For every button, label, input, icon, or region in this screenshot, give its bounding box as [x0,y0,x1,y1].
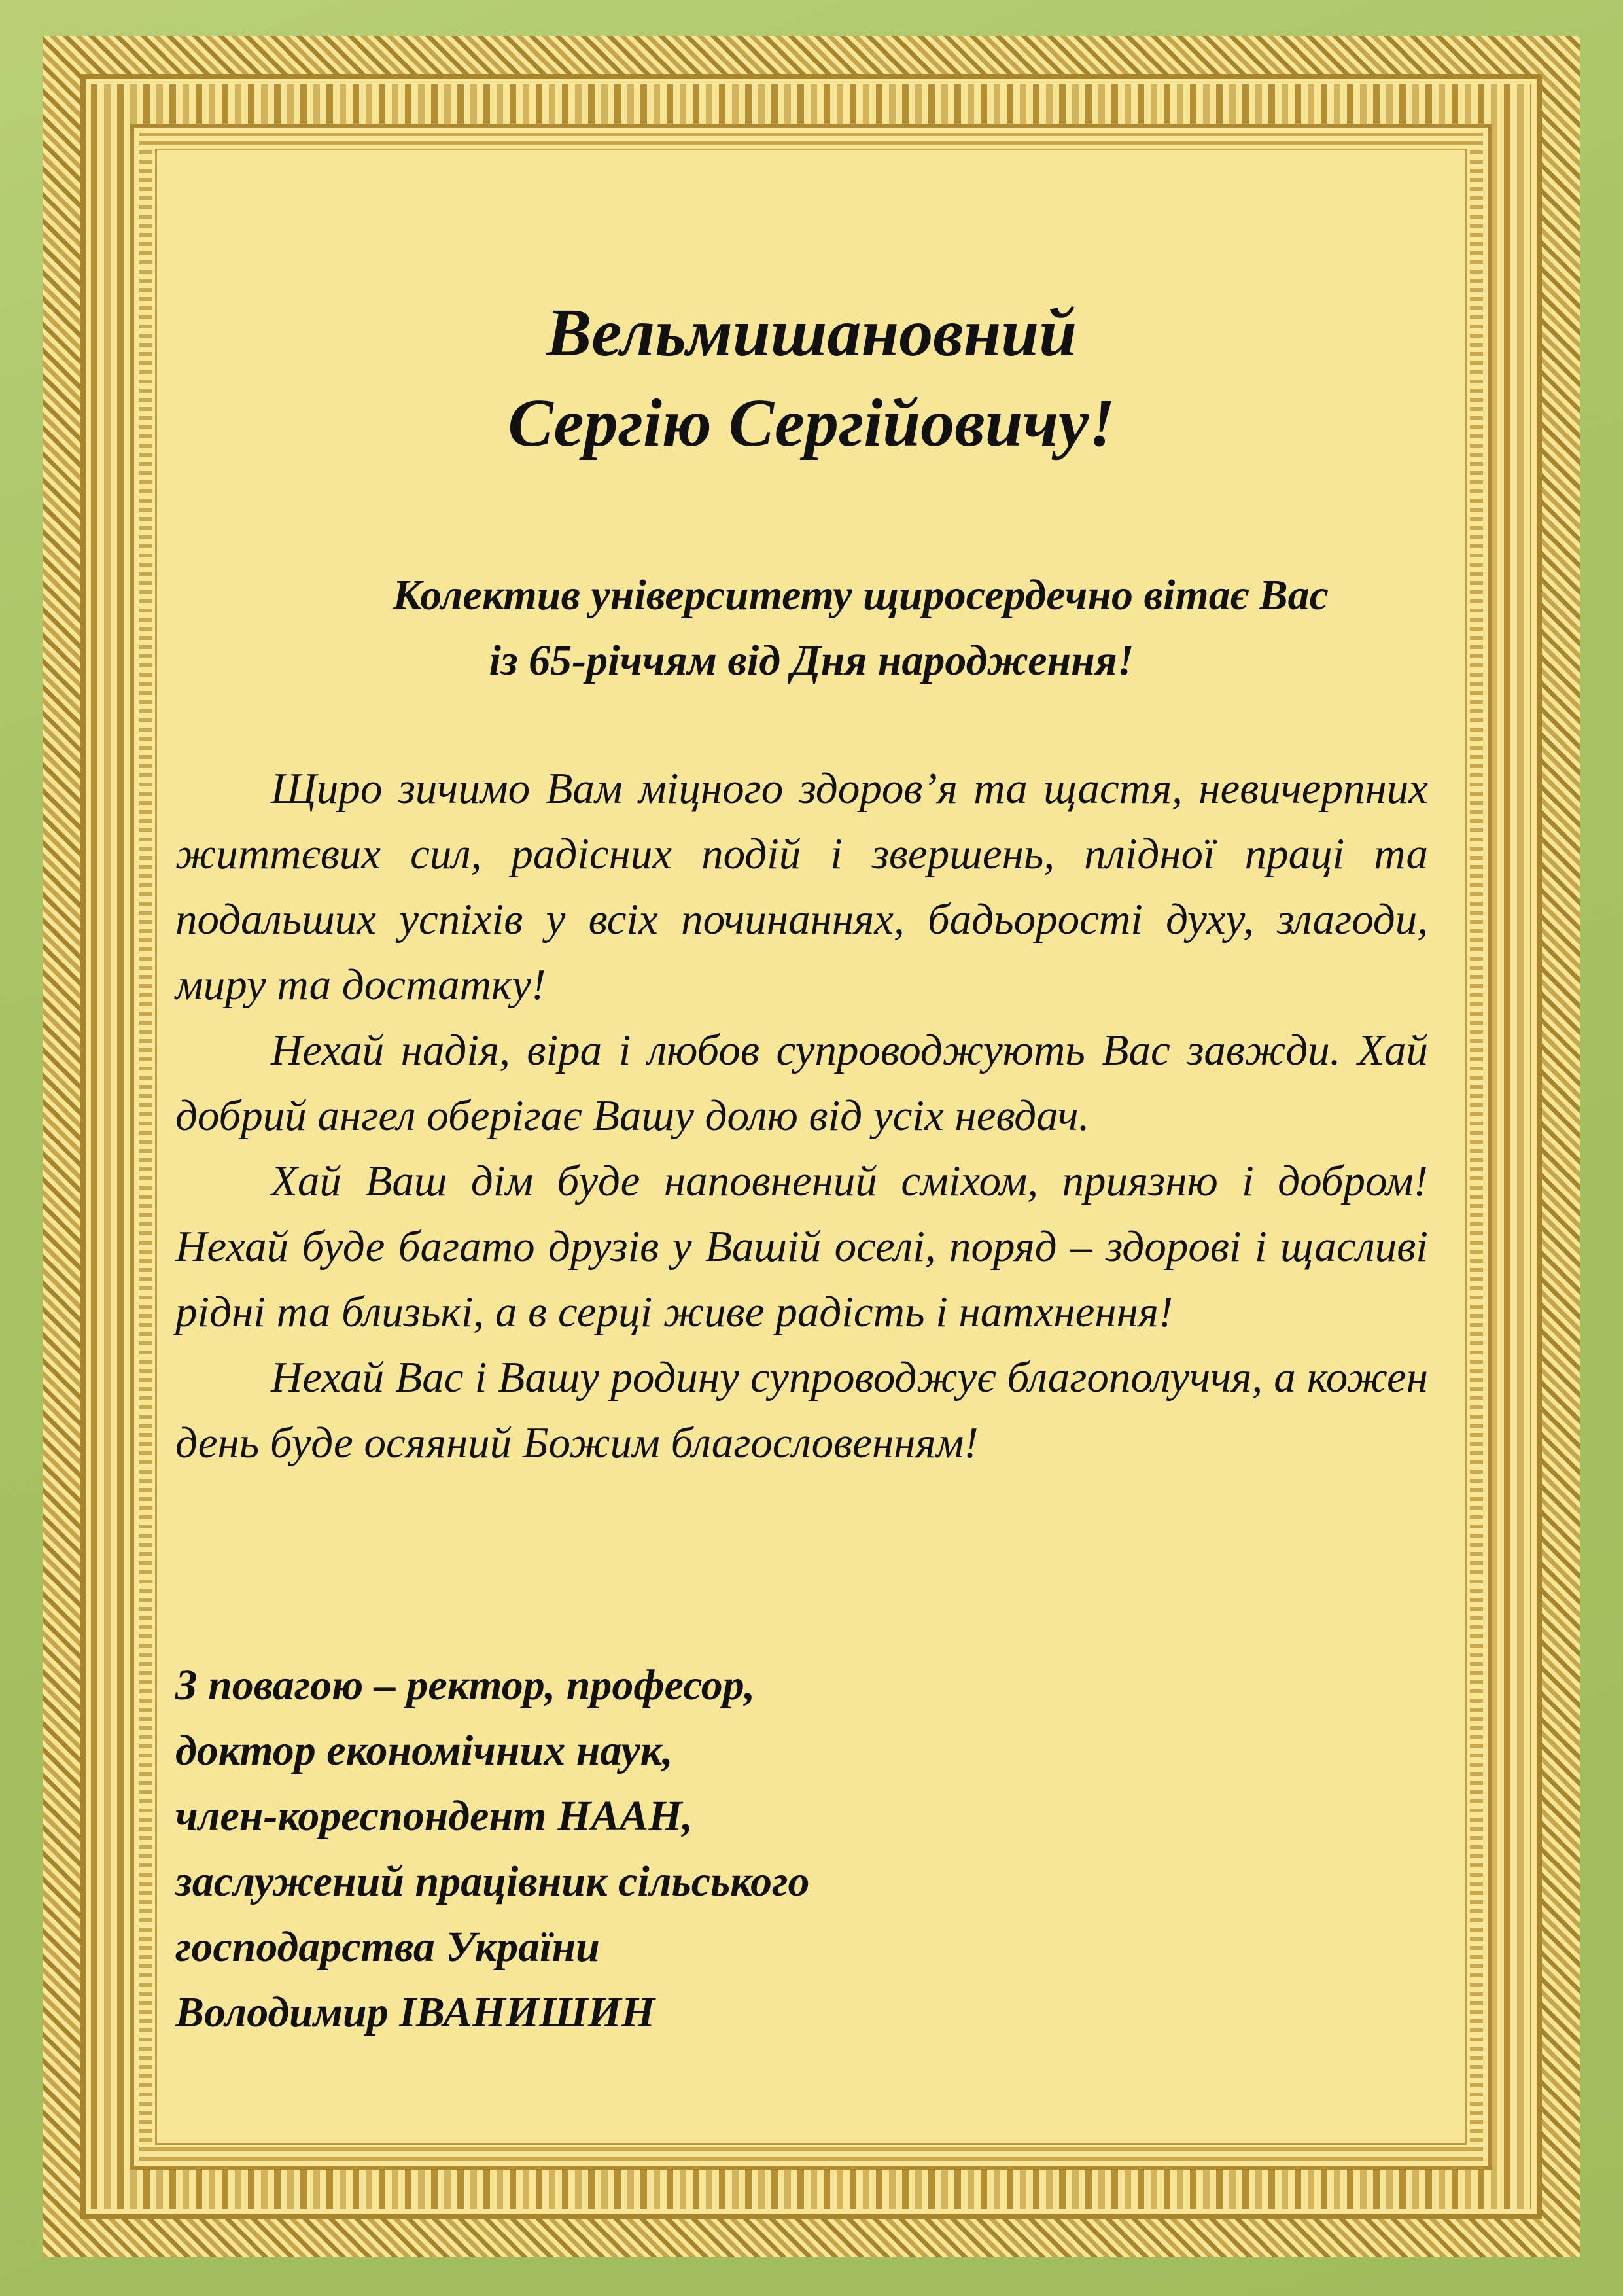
intro-line-2: із 65-річчям від Дня народження! [489,637,1134,684]
body-paragraph-1: Щиро зичимо Вам міцного здоров’я та щастя, невичерпних життєвих сил, радісних подій і звершень, плідної праці та подальших успіхів у всіх починаннях, бадьорості духу, злагоди, миру та достатку! [175,764,1428,1009]
signature-line-2: доктор економічних наук, [175,1727,673,1775]
signature-line-4: заслужений працівник сільського [175,1858,810,1905]
salutation-line-2: Сергію Сергійовичу! [508,385,1115,461]
intro-heading [0,563,1623,694]
greeting-body [175,756,1428,1475]
signature-line-3: член-кореспондент НААН, [175,1792,693,1840]
intro-line-1: Колектив університету щиросердечно вітає Вас [393,571,1329,619]
body-paragraph-2: Нехай надія, віра і любов супроводжують Вас завжди. Хай добрий ангел оберігає Вашу долю від усіх невдач. [175,1026,1428,1140]
signature-line-1: З повагою – ректор, професор, [175,1661,756,1709]
body-paragraph-3: Хай Ваш дім буде наповнений сміхом, приязню і добром! Нехай буде багато друзів у Вашій оселі, поряд – здорові і щасливі рідні та близькі, а в серці живе радість і натхнення! [175,1157,1428,1336]
salutation-line-1: Вельмишановний [546,295,1077,370]
body-paragraph-4: Нехай Вас і Вашу родину супроводжує благополуччя, а кожен день буде осяяний Божим благословенням! [175,1353,1428,1467]
signature-line-5: господарства України [175,1923,600,1971]
signature-name: Володимир ІВАНИШИН [175,1988,655,2036]
signature-block [175,1653,1287,2045]
salutation [0,288,1623,468]
